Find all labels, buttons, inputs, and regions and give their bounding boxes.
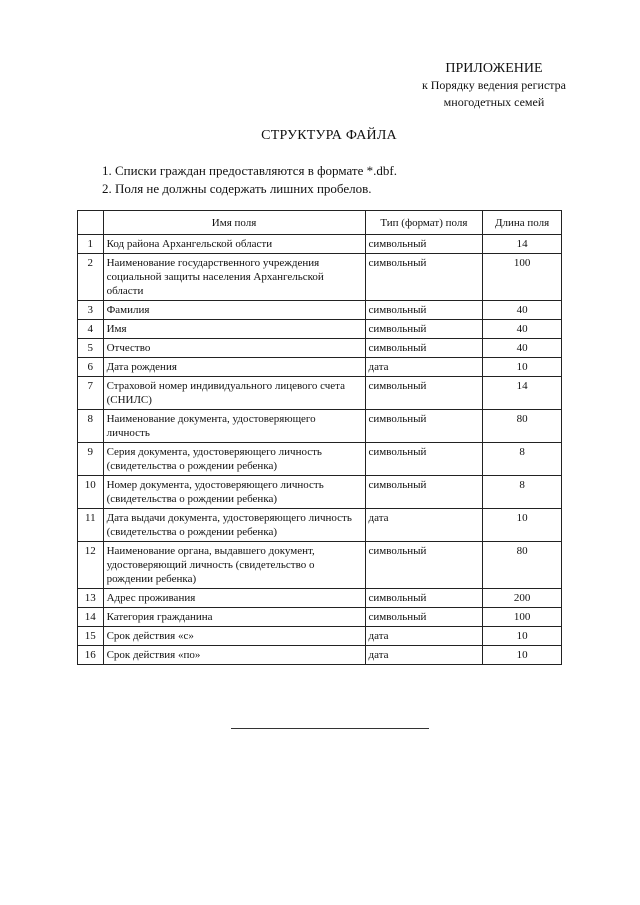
field-name-cell: Наименование государственного учреждения социальной защиты населения Архангельской области — [103, 254, 365, 301]
field-name-cell: Отчество — [103, 339, 365, 358]
table-body — [78, 235, 562, 665]
field-type-cell: символьный — [365, 301, 483, 320]
field-length-cell: 40 — [483, 339, 562, 358]
field-name-cell: Срок действия «по» — [103, 646, 365, 665]
row-number: 5 — [78, 339, 104, 358]
field-type-cell: символьный — [365, 410, 483, 443]
table-row — [78, 627, 562, 646]
field-name-cell: Наименование органа, выдавшего документ, удостоверяющий личность (свидетельство о рождении ребенка) — [103, 542, 365, 589]
field-type-cell: символьный — [365, 476, 483, 509]
table-row — [78, 476, 562, 509]
row-number: 16 — [78, 646, 104, 665]
field-length-cell: 80 — [483, 410, 562, 443]
table-row — [78, 235, 562, 254]
row-number: 14 — [78, 608, 104, 627]
field-name-cell: Страховой номер индивидуального лицевого счета (СНИЛС) — [103, 377, 365, 410]
notes-list — [102, 162, 397, 198]
header-field-name: Имя поля — [103, 211, 365, 235]
header-field-type: Тип (формат) поля — [365, 211, 483, 235]
field-type-cell: символьный — [365, 320, 483, 339]
row-number: 15 — [78, 627, 104, 646]
field-type-cell: дата — [365, 646, 483, 665]
row-number: 2 — [78, 254, 104, 301]
row-number: 13 — [78, 589, 104, 608]
table-row — [78, 589, 562, 608]
table-row — [78, 646, 562, 665]
field-name-cell: Фамилия — [103, 301, 365, 320]
field-name-cell: Номер документа, удостоверяющего личность (свидетельства о рождении ребенка) — [103, 476, 365, 509]
field-length-cell: 8 — [483, 443, 562, 476]
field-type-cell: символьный — [365, 542, 483, 589]
row-number: 8 — [78, 410, 104, 443]
field-name-cell: Дата выдачи документа, удостоверяющего личность (свидетельства о рождении ребенка) — [103, 509, 365, 542]
file-structure-table — [77, 210, 562, 665]
document-title: СТРУКТУРА ФАЙЛА — [261, 128, 397, 143]
field-name-cell: Код района Архангельской области — [103, 235, 365, 254]
note-item: 1. Списки граждан предоставляются в формате *.dbf. — [102, 163, 397, 178]
table-row — [78, 301, 562, 320]
table-row — [78, 254, 562, 301]
field-name-cell: Серия документа, удостоверяющего личность (свидетельства о рождении ребенка) — [103, 443, 365, 476]
field-length-cell: 10 — [483, 358, 562, 377]
row-number: 7 — [78, 377, 104, 410]
field-name-cell: Срок действия «с» — [103, 627, 365, 646]
appendix-title: ПРИЛОЖЕНИЕ — [445, 61, 543, 76]
field-length-cell: 100 — [483, 254, 562, 301]
field-length-cell: 14 — [483, 235, 562, 254]
field-name-cell: Адрес проживания — [103, 589, 365, 608]
field-length-cell: 100 — [483, 608, 562, 627]
field-type-cell: символьный — [365, 443, 483, 476]
appendix-line-2: многодетных семей — [443, 95, 545, 109]
footer-divider — [231, 728, 429, 729]
note-item: 2. Поля не должны содержать лишних пробелов. — [102, 181, 372, 196]
field-name-cell: Дата рождения — [103, 358, 365, 377]
table-row — [78, 608, 562, 627]
table-row — [78, 339, 562, 358]
row-number: 10 — [78, 476, 104, 509]
row-number: 12 — [78, 542, 104, 589]
row-number: 11 — [78, 509, 104, 542]
field-length-cell: 80 — [483, 542, 562, 589]
row-number: 4 — [78, 320, 104, 339]
field-length-cell: 8 — [483, 476, 562, 509]
field-type-cell: дата — [365, 627, 483, 646]
table-row — [78, 542, 562, 589]
field-length-cell: 10 — [483, 509, 562, 542]
field-name-cell: Имя — [103, 320, 365, 339]
table-header-row — [78, 211, 562, 235]
row-number: 6 — [78, 358, 104, 377]
field-length-cell: 200 — [483, 589, 562, 608]
field-type-cell: символьный — [365, 254, 483, 301]
table-row — [78, 509, 562, 542]
field-name-cell: Категория гражданина — [103, 608, 365, 627]
field-type-cell: дата — [365, 358, 483, 377]
header-number — [78, 211, 104, 235]
field-type-cell: символьный — [365, 235, 483, 254]
table-row — [78, 410, 562, 443]
field-length-cell: 40 — [483, 301, 562, 320]
field-type-cell: дата — [365, 509, 483, 542]
row-number: 1 — [78, 235, 104, 254]
field-length-cell: 40 — [483, 320, 562, 339]
field-name-cell: Наименование документа, удостоверяющего личность — [103, 410, 365, 443]
field-type-cell: символьный — [365, 608, 483, 627]
field-type-cell: символьный — [365, 377, 483, 410]
field-length-cell: 14 — [483, 377, 562, 410]
appendix-line-1: к Порядку ведения регистра — [421, 78, 566, 92]
table-row — [78, 443, 562, 476]
row-number: 9 — [78, 443, 104, 476]
header-field-length: Длина поля — [483, 211, 562, 235]
field-length-cell: 10 — [483, 646, 562, 665]
field-type-cell: символьный — [365, 589, 483, 608]
table-row — [78, 320, 562, 339]
row-number: 3 — [78, 301, 104, 320]
appendix-block — [422, 60, 566, 111]
field-type-cell: символьный — [365, 339, 483, 358]
table-row — [78, 358, 562, 377]
table-row — [78, 377, 562, 410]
field-length-cell: 10 — [483, 627, 562, 646]
